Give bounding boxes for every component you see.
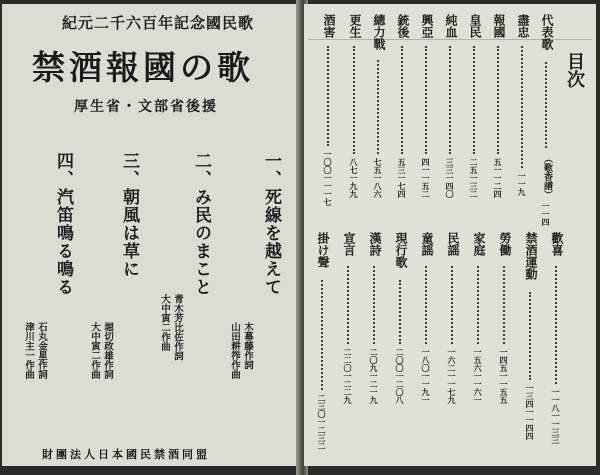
leader-dots bbox=[327, 46, 331, 146]
leader-dots bbox=[503, 266, 507, 344]
leader-dots bbox=[521, 46, 525, 168]
toc-entry-pages: 一八〇一一九一 bbox=[421, 348, 431, 404]
toc-entry-pages: 三三一四〇 bbox=[445, 158, 455, 198]
toc-entry-title: 掛け聲 bbox=[316, 232, 330, 268]
toc-heading: 目次 bbox=[564, 52, 585, 88]
toc-entry-pages: 一〇〇一一一七 bbox=[323, 150, 333, 206]
toc-entry-title: 現行歌 bbox=[394, 232, 408, 268]
leader-dots bbox=[451, 266, 455, 344]
song-4-lyricist: 石丸金星作詞 bbox=[36, 322, 47, 379]
page-subtitle: 紀元二千六百年記念國民歌 bbox=[62, 14, 255, 32]
toc-entry-title: 勞働 bbox=[498, 232, 512, 256]
leader-dots bbox=[449, 46, 453, 154]
leader-dots bbox=[425, 266, 429, 344]
toc-entry-title: 家庭 bbox=[472, 232, 486, 256]
song-title-4: 四、汽笛鳴る鳴る bbox=[53, 152, 73, 296]
leader-dots bbox=[529, 292, 533, 380]
song-3-composer: 大中寅二作曲 bbox=[89, 322, 100, 379]
song-3-lyricist: 堀切政雄作詞 bbox=[102, 322, 113, 379]
toc-entry-pages: 五一一二四 bbox=[493, 158, 503, 198]
toc-entry-pages: 一一四 bbox=[541, 202, 551, 226]
toc-entry-title: 興亞 bbox=[420, 14, 434, 38]
leader-dots bbox=[347, 266, 351, 344]
toc-entry-note: （歌香譜） bbox=[542, 154, 552, 199]
left-page bbox=[2, 4, 302, 466]
toc-entry-pages: 五三一七四 bbox=[397, 158, 407, 198]
song-4-composer: 津川主一作曲 bbox=[23, 322, 34, 379]
leader-dots bbox=[425, 46, 429, 154]
publisher-footer: 財團法人日本國民禁酒同盟 bbox=[42, 448, 210, 461]
toc-entry-title: 宣言 bbox=[342, 232, 356, 256]
toc-entry-pages: 一一八一一三三 bbox=[551, 388, 561, 444]
toc-entry-pages: 二二〇一二二九 bbox=[343, 348, 353, 404]
leader-dots bbox=[401, 46, 405, 154]
song-title-2: 二、み民のまこと bbox=[191, 152, 211, 296]
leader-dots bbox=[373, 266, 377, 344]
toc-entry-title: 更生 bbox=[348, 14, 362, 38]
leader-dots bbox=[497, 46, 501, 154]
toc-entry-pages: 一五六一一六一 bbox=[473, 348, 483, 404]
toc-entry-pages: 二〇〇一二〇八 bbox=[395, 348, 405, 404]
song-1-composer: 山田耕筰作曲 bbox=[229, 322, 240, 379]
leader-dots bbox=[545, 62, 549, 148]
toc-entry-title: 皇民 bbox=[468, 14, 482, 38]
toc-entry-title: 禁酒運動 bbox=[524, 232, 538, 280]
toc-entry-title: 民謡 bbox=[446, 232, 460, 256]
toc-entry-pages: 一四五一一五五 bbox=[499, 348, 509, 404]
toc-entry-pages: 一三四一一四四 bbox=[525, 384, 535, 440]
leader-dots bbox=[473, 46, 477, 154]
leader-dots bbox=[321, 280, 325, 390]
toc-entry-pages: 二五一三二 bbox=[469, 158, 479, 198]
toc-entry-pages: 一一九 bbox=[517, 172, 527, 196]
leader-dots bbox=[477, 266, 481, 344]
toc-entry-title: 總力戰 bbox=[372, 14, 386, 50]
toc-entry-title: 酒害 bbox=[322, 14, 336, 38]
toc-entry-title: 歡喜 bbox=[550, 232, 564, 256]
toc-entry-title: 童謡 bbox=[420, 232, 434, 256]
leader-dots bbox=[353, 46, 357, 154]
page-title: 禁酒報國の歌 bbox=[32, 48, 254, 87]
leader-dots bbox=[555, 266, 559, 384]
toc-entry-pages: 四一一五二 bbox=[421, 158, 431, 198]
song-2-composer: 大中寅二作曲 bbox=[159, 294, 170, 351]
song-title-3: 三、朝風は草に bbox=[119, 152, 139, 278]
toc-entry-title: 報國 bbox=[492, 14, 506, 38]
sponsor-line: 厚生省・文部省後援 bbox=[74, 99, 218, 115]
toc-entry-title: 漢詩 bbox=[368, 232, 382, 256]
toc-entry-title: 盡忠 bbox=[516, 14, 530, 38]
right-page bbox=[304, 4, 596, 466]
toc-entry-pages: 一六二一一七九 bbox=[447, 348, 457, 404]
song-2-lyricist: 青木芳比佐作詞 bbox=[172, 294, 183, 361]
toc-entry-pages: 二〇九一二一九 bbox=[369, 348, 379, 404]
toc-entry-pages: 七五一八六 bbox=[373, 158, 383, 198]
toc-entry-pages: 二三〇一二三二 bbox=[317, 394, 327, 450]
toc-entry-title: 銃後 bbox=[396, 14, 410, 38]
toc-entry-pages: 八七一九九 bbox=[349, 158, 359, 198]
toc-entry-title: 代表歌 bbox=[540, 14, 554, 50]
toc-entry-title: 純血 bbox=[444, 14, 458, 38]
song-1-lyricist: 木幕藤作詞 bbox=[242, 322, 253, 370]
leader-dots bbox=[377, 60, 381, 154]
leader-dots bbox=[399, 280, 403, 344]
song-title-1: 一、死線を越えて bbox=[261, 152, 281, 296]
